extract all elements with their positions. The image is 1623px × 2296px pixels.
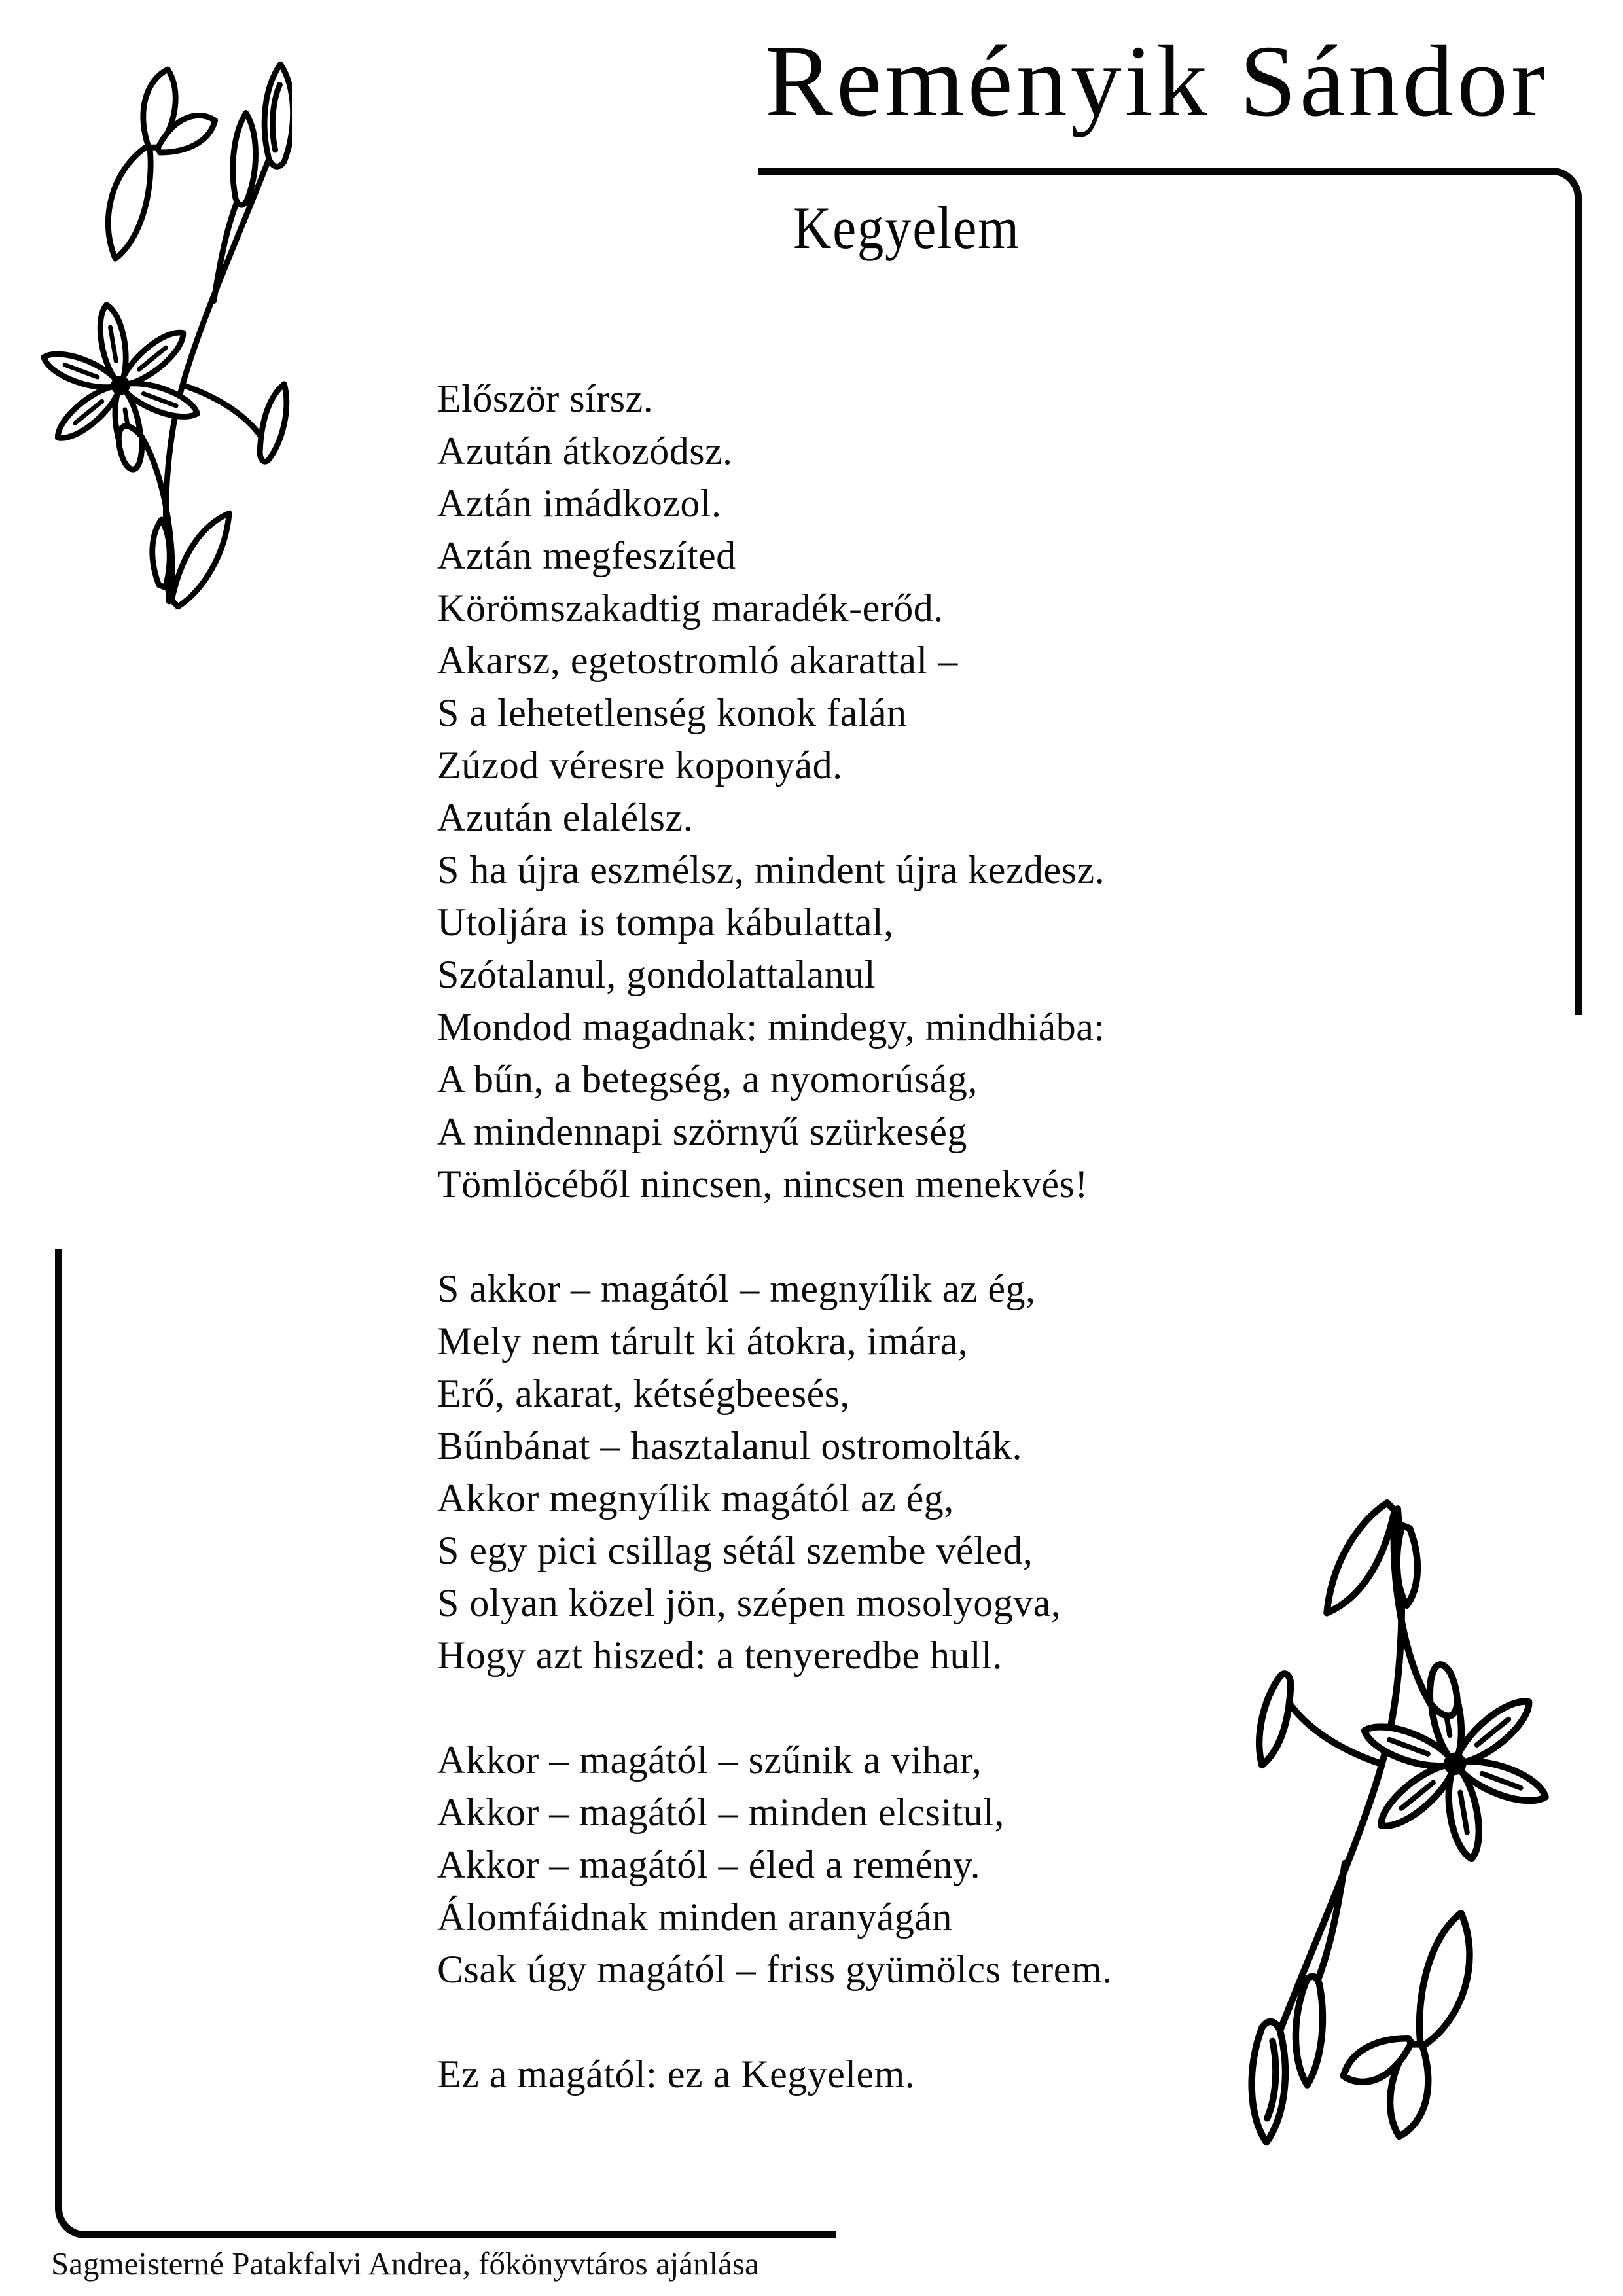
poem-title: Kegyelem xyxy=(793,194,1020,261)
poem-line: Mondod magadnak: mindegy, mindhiába: xyxy=(437,1005,1105,1049)
poem-line: Bűnbánat – hasztalanul ostromolták. xyxy=(437,1424,1022,1467)
flower-line-art-icon xyxy=(1229,1492,1609,2186)
poem-line: S olyan közel jön, szépen mosolyogva, xyxy=(437,1581,1061,1624)
poem-line: Csak úgy magától – friss gyümölcs terem. xyxy=(437,1948,1113,1991)
poem-line: Erő, akarat, kétségbeesés, xyxy=(437,1372,851,1415)
poem-line: S akkor – magától – megnyílik az ég, xyxy=(437,1267,1036,1310)
poem-line: Akkor megnyílik magától az ég, xyxy=(437,1477,954,1520)
poem-line: Akkor – magától – minden elcsitul, xyxy=(437,1791,1005,1834)
poem-line: Azután átkozódsz. xyxy=(437,429,733,473)
poem-line: Hogy azt hiszed: a tenyeredbe hull. xyxy=(437,1634,1003,1677)
flower-line-art-icon xyxy=(10,17,292,626)
poem-line: Akkor – magától – szűnik a vihar, xyxy=(437,1738,982,1782)
poem-line: S a lehetetlenség konok falán xyxy=(437,691,907,734)
poem-line: Szótalanul, gondolattalanul xyxy=(437,953,876,996)
poem-line: S ha újra eszmélsz, mindent újra kezdesz. xyxy=(437,848,1105,891)
poem-line: Először sírsz. xyxy=(437,377,654,420)
poem-line: Álomfáidnak minden aranyágán xyxy=(437,1895,953,1939)
poem-line: A mindennapi szörnyű szürkeség xyxy=(437,1110,967,1153)
poem-line: Azután elalélsz. xyxy=(437,796,694,839)
poem-line: Akkor – magától – éled a remény. xyxy=(437,1843,981,1886)
poem-line: Zúzod véresre koponyád. xyxy=(437,744,843,787)
poem-line: Aztán imádkozol. xyxy=(437,482,722,525)
poem-line: Utoljára is tompa kábulattal, xyxy=(437,901,894,944)
poem-line: Aztán megfeszíted xyxy=(437,534,736,577)
poem-line: Ez a magától: ez a Kegyelem. xyxy=(437,2053,916,2096)
poem-line: S egy pici csillag sétál szembe véled, xyxy=(437,1529,1033,1572)
page-title-author: Reményik Sándor xyxy=(764,24,1548,137)
poem-line: Akarsz, egetostromló akarattal – xyxy=(437,639,958,682)
poem-line: Mely nem tárult ki átokra, imára, xyxy=(437,1319,969,1363)
footer-credit: Sagmeisterné Patakfalvi Andrea, főkönyvtáros ajánlása xyxy=(51,2246,759,2282)
bottom-left-corner-rule xyxy=(55,1249,836,2238)
poem-line: Tömlöcéből nincsen, nincsen menekvés! xyxy=(437,1162,1088,1206)
stanza-1 xyxy=(437,372,1113,1210)
poem-line: A bűn, a betegség, a nyomorúság, xyxy=(437,1058,978,1101)
poem-line: Körömszakadtig maradék-erőd. xyxy=(437,586,944,630)
